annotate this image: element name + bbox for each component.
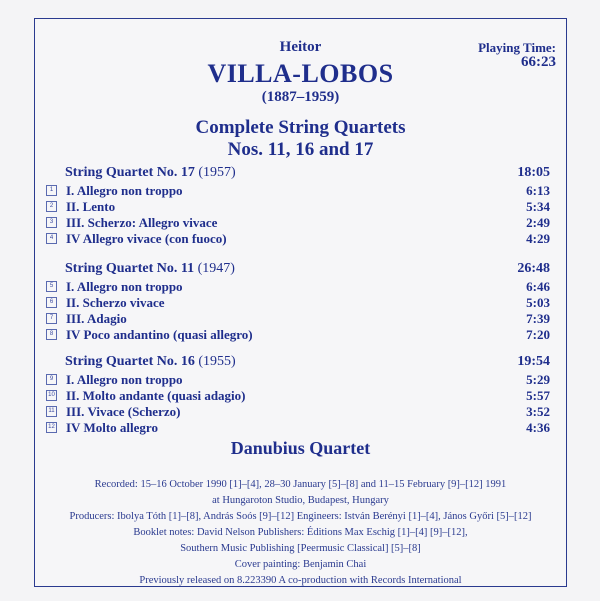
track-duration: 7:20: [526, 327, 550, 342]
track-number-badge: 10: [46, 390, 57, 401]
track-number-badge: 7: [46, 313, 57, 324]
track-row: [35, 295, 566, 310]
quartet-year: (1955): [198, 354, 236, 369]
track-row: [35, 231, 566, 246]
track-duration: 5:29: [526, 372, 550, 387]
quartet-heading: [65, 261, 235, 277]
track-number-badge: 12: [46, 422, 57, 433]
track-duration: 5:57: [526, 388, 550, 403]
quartet-total-time: 18:05: [517, 165, 550, 180]
performer-name: Danubius Quartet: [230, 438, 371, 458]
album-subtitle: Nos. 11, 16 and 17: [227, 139, 374, 160]
track-duration: 3:52: [526, 404, 550, 419]
playing-time-value: 66:23: [521, 54, 556, 70]
track-duration: 4:36: [526, 420, 550, 435]
quartet-title: String Quartet No. 11: [65, 261, 195, 276]
quartet-title: String Quartet No. 16: [65, 354, 195, 369]
track-number-badge: 11: [46, 406, 57, 417]
track-duration: 6:46: [526, 279, 550, 294]
track-number-badge: 3: [46, 217, 57, 228]
track-number-badge: 8: [46, 329, 57, 340]
track-title: III. Scherzo: Allegro vivace: [66, 215, 218, 230]
quartet-year: (1957): [198, 165, 236, 180]
composer-first-name: Heitor: [279, 39, 322, 55]
quartet-heading: [65, 354, 236, 370]
credits-line-release: Previously released on 8.223390 A co-production with Records International: [139, 575, 462, 586]
track-number-badge: 9: [46, 374, 57, 385]
track-title: IV Allegro vivace (con fuoco): [66, 231, 227, 246]
track-title: III. Vivace (Scherzo): [66, 404, 181, 419]
track-row: [35, 420, 566, 435]
credits-line-publisher: Southern Music Publishing [Peermusic Classical] [5]–[8]: [180, 543, 421, 554]
track-title: IV Poco andantino (quasi allegro): [66, 327, 253, 342]
track-row: [35, 388, 566, 403]
quartet-total-time: 26:48: [517, 261, 550, 276]
track-row: [35, 183, 566, 198]
quartet-title: String Quartet No. 17: [65, 165, 195, 180]
track-title: II. Scherzo vivace: [66, 295, 165, 310]
composer-last-name: VILLA-LOBOS: [207, 59, 394, 88]
track-title: I. Allegro non troppo: [66, 372, 183, 387]
credits-line-notes: Booklet notes: David Nelson Publishers: Éditions Max Eschig [1]–[4] [9]–[12],: [133, 527, 468, 538]
quartet-total-time: 19:54: [517, 354, 550, 369]
track-row: [35, 215, 566, 230]
track-row: [35, 327, 566, 342]
track-duration: 5:34: [526, 199, 550, 214]
credits-line-recorded: Recorded: 15–16 October 1990 [1]–[4], 28–30 January [5]–[8] and 11–15 February [9]–[12] 1991: [94, 479, 507, 490]
credits-line-producers: Producers: Ibolya Tóth [1]–[8], András Soós [9]–[12] Engineers: István Berényi [1]–[4], János Győri [5]–[12]: [69, 511, 532, 522]
track-duration: 6:13: [526, 183, 550, 198]
track-row: [35, 404, 566, 419]
track-duration: 2:49: [526, 215, 550, 230]
quartet-year: (1947): [197, 261, 235, 276]
track-duration: 4:29: [526, 231, 550, 246]
track-title: II. Molto andante (quasi adagio): [66, 388, 246, 403]
album-title: Complete String Quartets: [195, 117, 406, 138]
quartet-heading: [65, 165, 236, 181]
track-title: I. Allegro non troppo: [66, 279, 183, 294]
track-title: III. Adagio: [66, 311, 127, 326]
track-number-badge: 4: [46, 233, 57, 244]
credits-line-cover: Cover painting: Benjamin Chai: [234, 559, 367, 570]
track-number-badge: 1: [46, 185, 57, 196]
track-number-badge: 6: [46, 297, 57, 308]
booklet-frame: [34, 18, 567, 587]
track-row: [35, 199, 566, 214]
track-duration: 5:03: [526, 295, 550, 310]
track-title: II. Lento: [66, 199, 116, 214]
track-number-badge: 2: [46, 201, 57, 212]
credits-line-venue: at Hungaroton Studio, Budapest, Hungary: [212, 495, 389, 506]
track-row: [35, 372, 566, 387]
composer-dates: (1887–1959): [261, 89, 340, 105]
track-title: IV Molto allegro: [66, 420, 158, 435]
track-duration: 7:39: [526, 311, 550, 326]
playing-time-label: Playing Time:: [478, 40, 556, 55]
track-row: [35, 311, 566, 326]
track-row: [35, 279, 566, 294]
credits-block: [35, 477, 566, 589]
track-title: I. Allegro non troppo: [66, 183, 183, 198]
track-number-badge: 5: [46, 281, 57, 292]
